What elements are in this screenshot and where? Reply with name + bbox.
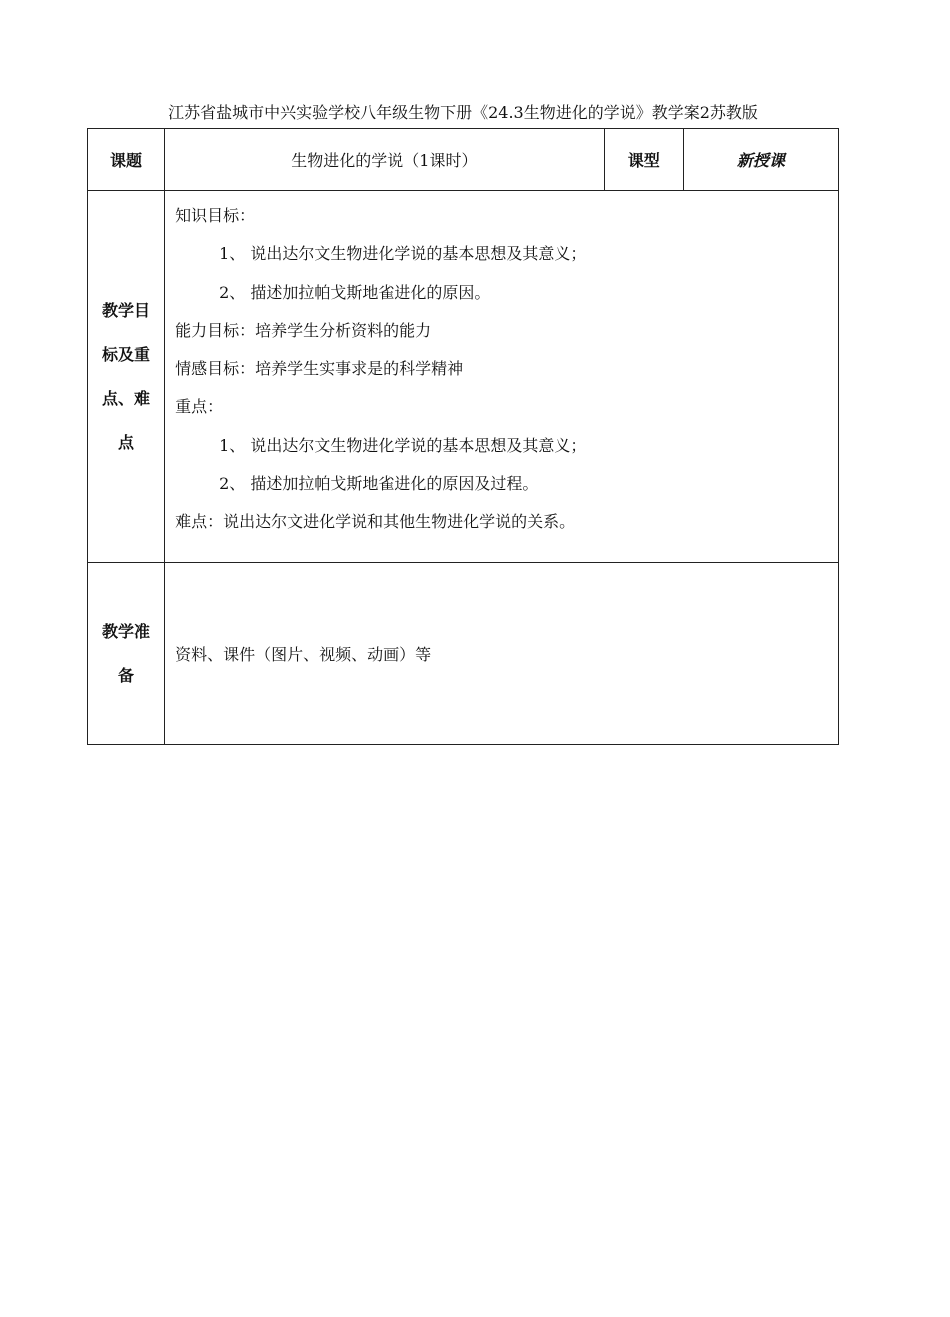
goals-label-line: 教学目	[102, 300, 151, 320]
difficulty: 难点：说出达尔文进化学说和其他生物进化学说的关系。	[175, 512, 576, 532]
lesson-type-value: 新授课	[683, 129, 838, 191]
key-points-heading: 重点：	[175, 397, 224, 417]
key-point-item: 2、 描述加拉帕戈斯地雀进化的原因及过程。	[219, 474, 539, 494]
preparation-row	[88, 563, 839, 745]
document-title: 江苏省盐城市中兴实验学校八年级生物下册《24.3生物进化的学说》教学案2苏教版	[168, 103, 758, 122]
topic-label: 课题	[88, 129, 165, 191]
knowledge-heading: 知识目标：	[175, 206, 256, 225]
key-point-item: 1、 说出达尔文生物进化学说的基本思想及其意义；	[219, 435, 587, 455]
knowledge-item: 2、 描述加拉帕戈斯地雀进化的原因。	[219, 282, 491, 302]
emotion-goal: 情感目标：培养学生实事求是的科学精神	[175, 359, 464, 379]
goals-content	[165, 191, 839, 563]
preparation-content: 资料、课件（图片、视频、动画）等	[165, 563, 839, 745]
topic-value: 生物进化的学说（1课时）	[165, 129, 605, 191]
ability-goal: 能力目标：培养学生分析资料的能力	[175, 320, 432, 340]
header-row	[88, 129, 839, 191]
goals-label-line: 点、难	[102, 388, 151, 408]
goals-label	[88, 191, 165, 563]
preparation-label-line: 教学准	[102, 621, 151, 641]
knowledge-item: 1、 说出达尔文生物进化学说的基本思想及其意义；	[219, 244, 587, 264]
lesson-type-label: 课型	[604, 129, 683, 191]
goals-label-line: 点	[118, 432, 135, 452]
preparation-label-line: 备	[118, 665, 135, 685]
goals-row	[88, 191, 839, 563]
preparation-label	[88, 563, 165, 745]
goals-label-line: 标及重	[102, 344, 151, 364]
lesson-plan-table	[87, 128, 839, 745]
